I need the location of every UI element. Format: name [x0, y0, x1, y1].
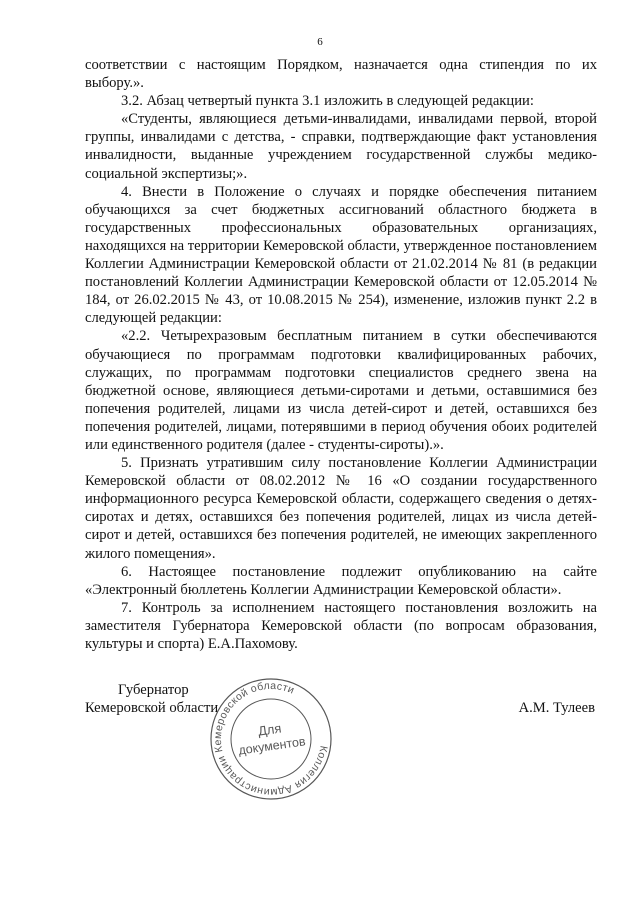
paragraph-5: 5. Признать утратившим силу постановление Коллегии Администрации Кемеровской области от 08.02.2012 № 16 «О создании государственного информационного ресурса Кемеровской области, содержащего сведения о детях-сиротах и детях, оставшихся без попечения родителей, лицах из числа детей-сирот и детей, оставшихся без попечения родителей, не имеющих закрепленного жилого помещения». — [85, 455, 597, 562]
stamp-ring-text: Коллегия Администрации Кемеровской области — [211, 679, 330, 799]
paragraph-7: 7. Контроль за исполнением настоящего постановления возложить на заместителя Губернатора Кемеровской области (по вопросам образования, культуры и спорта) Е.А.Пахомову. — [85, 599, 597, 652]
signatory-title: Губернатор — [118, 682, 189, 698]
paragraph-3-2-quote: «Студенты, являющиеся детьми-инвалидами, инвалидами первой, второй группы, инвалидами с детства, - справки, подтверждающие факт установления инвалидности, выданные учреждением государственной службы медико-социальной экспертизы;». — [85, 111, 597, 182]
document-body — [85, 56, 597, 653]
paragraph-continuation: соответствии с настоящим Порядком, назначается одна стипендия по их выбору.». — [85, 57, 597, 92]
paragraph-6: 6. Настоящее постановление подлежит опубликованию на сайте «Электронный бюллетень Коллегии Администрации Кемеровской области». — [85, 563, 597, 598]
official-seal-stamp — [208, 676, 334, 802]
paragraph-4: 4. Внести в Положение о случаях и порядке обеспечения питанием обучающихся за счет бюджетных ассигнований областного бюджета в государственных профессиональных образовательных организациях, находящихся на территории Кемеровской области, утвержденное постановлением Коллегии Администрации Кемеровской области от 21.02.2014 № 81 (в редакции постановлений Коллегии Администрации Кемеровской области от 12.05.2014 № 184, от 26.02.2015 № 43, от 10.08.2015 № 254), изменение, изложив пункт 2.2 в следующей редакции: — [85, 183, 597, 327]
paragraph-2-2-quote: «2.2. Четырехразовым бесплатным питанием в сутки обеспечиваются обучающиеся по программам подготовки квалифицированных рабочих, служащих, по программам подготовки специалистов среднего звена на бюджетной основе, являющиеся детьми-сиротами и детьми, оставшимися без попечения родителей, лицами из числа детей-сирот и детей, оставшихся без попечения родителей, лицами, потерявшими в период обучения обоих родителей или единственного родителя (далее - студенты-сироты).». — [85, 328, 597, 453]
stamp-center-line-2: документов — [237, 734, 307, 758]
signatory-region: Кемеровской области — [85, 700, 219, 716]
paragraph-3-2: 3.2. Абзац четвертый пункта 3.1 изложить в следующей редакции: — [121, 93, 534, 110]
page-number: 6 — [317, 36, 323, 48]
signatory-name: А.М. Тулеев — [518, 700, 595, 716]
stamp-center-line-1: Для — [257, 720, 283, 739]
